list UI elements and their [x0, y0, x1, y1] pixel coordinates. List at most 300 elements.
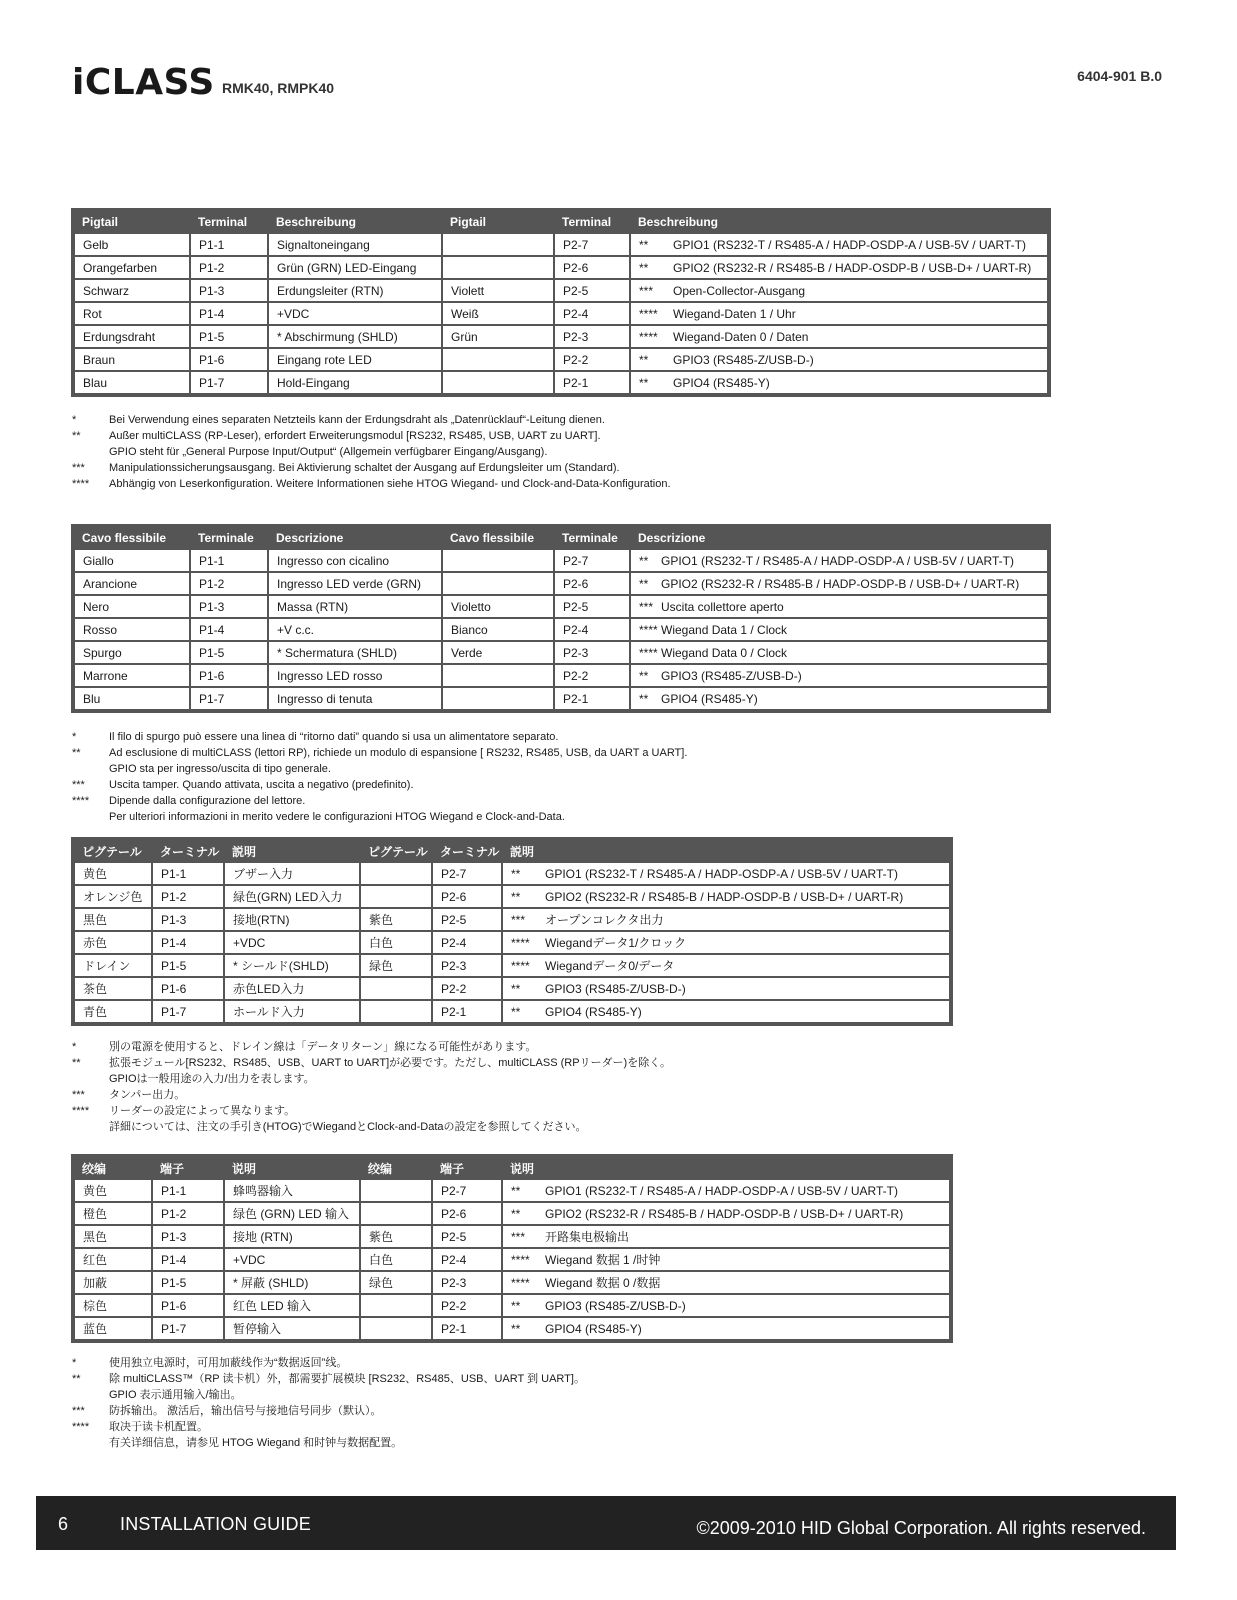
footnote-marker [72, 1387, 109, 1403]
table-cell: P2-2 [432, 977, 502, 1000]
table-cell [502, 885, 950, 908]
table-cell [442, 687, 554, 710]
table-cell: Braun [74, 348, 190, 371]
table-header-row [74, 211, 1048, 233]
footnote-marker: ** [511, 866, 521, 881]
table-cell [502, 1317, 950, 1340]
table-cell: Rot [74, 302, 190, 325]
footnote-marker: ** [72, 1057, 81, 1069]
footnote-marker: **** [511, 959, 530, 973]
footnote [72, 1039, 671, 1055]
table-cell: Signaltoneingang [268, 233, 442, 256]
footnote-marker: *** [639, 283, 654, 298]
wiring-table-japanese [71, 837, 953, 1026]
table-cell: * シールド(SHLD) [224, 954, 360, 977]
table-cell: Orangefarben [74, 256, 190, 279]
table-cell: * Schermatura (SHLD) [268, 641, 442, 664]
table-cell: 接地(RTN) [224, 908, 360, 931]
table-row [74, 664, 1048, 687]
footnote-marker: *** [511, 1230, 526, 1244]
column-header: Descrizione [276, 531, 344, 545]
table-cell: 红色 [74, 1248, 152, 1271]
page-footer [36, 1496, 1176, 1550]
footnote-marker: ** [639, 691, 649, 706]
footnote [72, 460, 671, 476]
table-cell-text: GPIO3 (RS485-Z/USB-D-) [545, 1298, 686, 1313]
footnote-marker: ** [639, 375, 649, 390]
footnote-marker: **** [639, 329, 658, 344]
table-cell: Gelb [74, 233, 190, 256]
table-cell [630, 302, 1048, 325]
table-cell: P1-6 [190, 664, 268, 687]
column-header: Terminale [198, 531, 254, 545]
table-cell-text: GPIO2 (RS232-R / RS485-B / HADP-OSDP-B / USB-D+ / UART-R) [545, 889, 904, 904]
table-cell [360, 1179, 432, 1202]
table-row [74, 1294, 950, 1317]
table-cell: Eingang rote LED [268, 348, 442, 371]
table-cell: P2-3 [554, 325, 630, 348]
table-cell: Violett [442, 279, 554, 302]
footnote-marker: ** [639, 668, 649, 683]
table-row [74, 279, 1048, 302]
table-cell: P2-6 [554, 572, 630, 595]
table-cell: P2-2 [554, 348, 630, 371]
footnote-marker: *** [72, 779, 85, 791]
table-header-row [74, 527, 1048, 549]
table-row [74, 687, 1048, 710]
table-row [74, 302, 1048, 325]
footnote-marker: * [72, 414, 77, 426]
table-cell [502, 977, 950, 1000]
footnote-marker: *** [639, 599, 654, 614]
footnotes-italian [72, 729, 687, 825]
column-header: ターミナル [440, 844, 500, 859]
table-cell: 赤色 [74, 931, 152, 954]
iclass-logo: iCLASS [72, 62, 215, 103]
footer-copyright: ©2009-2010 HID Global Corporation. All rights reserved. [696, 1518, 1146, 1538]
table-cell [502, 1248, 950, 1271]
table-cell [502, 954, 950, 977]
table-cell-text: Uscita collettore aperto [661, 599, 784, 614]
table-cell: 黄色 [74, 862, 152, 885]
table-cell: P2-1 [432, 1000, 502, 1023]
footnote-marker [72, 444, 109, 460]
table-cell: P1-1 [152, 1179, 224, 1202]
table-cell: P1-3 [152, 1225, 224, 1248]
document-number: 6404-901 B.0 [1077, 68, 1162, 84]
table-row [74, 348, 1048, 371]
table-cell: P2-6 [432, 885, 502, 908]
footnote-text: Bei Verwendung eines separaten Netzteils kann der Erdungsdraht als „Datenrücklauf“-Leitung dienen. [109, 414, 605, 426]
table-cell: P2-1 [432, 1317, 502, 1340]
footnote-marker: ** [639, 553, 649, 568]
table-cell: P1-5 [190, 325, 268, 348]
table-row [74, 1179, 950, 1202]
footnote-text: Il filo di spurgo può essere una linea di “ritorno dati” quando si usa un alimentatore separato. [109, 731, 559, 743]
table-header-row [74, 840, 950, 862]
footnote [72, 1119, 671, 1135]
table-cell: P1-5 [152, 954, 224, 977]
footnote-text: 別の電源を使用すると、ドレイン線は「データリターン」線になる可能性があります。 [109, 1041, 537, 1053]
footnote [72, 1403, 585, 1419]
table-cell-text: Wiegand-Daten 1 / Uhr [673, 306, 796, 321]
table-cell: P1-7 [190, 687, 268, 710]
table-cell-text: GPIO1 (RS232-T / RS485-A / HADP-OSDP-A / USB-5V / UART-T) [673, 237, 1026, 252]
footnote-marker: **** [511, 936, 530, 950]
table-row [74, 862, 950, 885]
table-cell-text: Open-Collector-Ausgang [673, 283, 806, 298]
footnote-text: 防拆输出。 激活后，输出信号与接地信号同步（默认）。 [109, 1405, 382, 1417]
model-numbers: RMK40, RMPK40 [222, 80, 335, 96]
wiring-table-italian [71, 524, 1051, 713]
table-cell: +VDC [268, 302, 442, 325]
table-cell: 青色 [74, 1000, 152, 1023]
footnote-marker: ** [511, 1004, 521, 1019]
table-cell: P1-4 [152, 931, 224, 954]
table-cell: 黑色 [74, 1225, 152, 1248]
table-cell [502, 1179, 950, 1202]
footnote-text: GPIO steht für „General Purpose Input/Output“ (Allgemein verfügbarer Eingang/Ausgang). [109, 446, 548, 458]
table-row [74, 1317, 950, 1340]
table-cell: 紫色 [360, 1225, 432, 1248]
table-cell: P1-1 [190, 233, 268, 256]
table-cell: P1-2 [190, 256, 268, 279]
table-cell: Giallo [74, 549, 190, 572]
footnote-text: Uscita tamper. Quando attivata, uscita a negativo (predefinito). [109, 779, 414, 791]
table-cell: 红色 LED 输入 [224, 1294, 360, 1317]
table-cell: P1-3 [190, 279, 268, 302]
footnote [72, 1435, 585, 1451]
table-cell: P2-4 [554, 618, 630, 641]
table-cell: P2-4 [432, 1248, 502, 1271]
table-row [74, 1225, 950, 1248]
footnote-text: 除 multiCLASS™（RP 读卡机）外，都需要扩展模块 [RS232、RS485、USB、UART 到 UART]。 [109, 1373, 585, 1385]
table-cell: 棕色 [74, 1294, 152, 1317]
table-row [74, 954, 950, 977]
footnotes-german [72, 412, 671, 492]
table-cell: 绿色 [360, 1271, 432, 1294]
footnote [72, 476, 671, 492]
footnote-marker: ** [511, 1321, 521, 1336]
table-cell: Blau [74, 371, 190, 394]
table-cell: 紫色 [360, 908, 432, 931]
footnote-text: GPIO 表示通用输入/输出。 [109, 1389, 242, 1401]
footer-guide-title: INSTALLATION GUIDE [120, 1514, 311, 1534]
table-cell [502, 1225, 950, 1248]
table-row [74, 1202, 950, 1225]
table-cell: P1-3 [190, 595, 268, 618]
table-cell-text: GPIO3 (RS485-Z/USB-D-) [673, 352, 814, 367]
footnote-text: Manipulationssicherungsausgang. Bei Aktivierung schaltet der Ausgang auf Erdungsleiter um (Standard). [109, 462, 620, 474]
footnote [72, 412, 671, 428]
footnote-marker: **** [72, 1421, 90, 1433]
column-header: 说明 [510, 1161, 535, 1176]
table-cell-text: GPIO3 (RS485-Z/USB-D-) [545, 981, 686, 996]
table-cell: Arancione [74, 572, 190, 595]
footnote-marker: * [72, 1357, 77, 1369]
table-cell: ホールド入力 [224, 1000, 360, 1023]
table-row [74, 641, 1048, 664]
table-cell [360, 1000, 432, 1023]
table-cell-text: GPIO2 (RS232-R / RS485-B / HADP-OSDP-B / USB-D+ / UART-R) [545, 1206, 904, 1221]
footnote-marker: **** [639, 645, 658, 660]
table-cell-text: GPIO4 (RS485-Y) [673, 375, 770, 390]
table-cell [360, 885, 432, 908]
table-cell: P2-7 [432, 862, 502, 885]
table-cell: P1-6 [152, 977, 224, 1000]
table-cell [630, 279, 1048, 302]
footnote-marker [72, 1435, 109, 1451]
table-cell [442, 549, 554, 572]
footnote-marker: ** [511, 889, 521, 904]
table-cell [442, 664, 554, 687]
table-cell-text: GPIO1 (RS232-T / RS485-A / HADP-OSDP-A / USB-5V / UART-T) [661, 553, 1014, 568]
table-row [74, 233, 1048, 256]
wiring-table-chinese [71, 1154, 953, 1343]
footnote-marker: **** [72, 795, 90, 807]
table-row [74, 1271, 950, 1294]
table-row [74, 572, 1048, 595]
table-cell [502, 862, 950, 885]
footnote-marker: * [72, 1041, 77, 1053]
table-cell-text: 开路集电极输出 [545, 1230, 630, 1244]
footnote-text: タンパー出力。 [109, 1089, 186, 1101]
table-cell: P1-1 [152, 862, 224, 885]
column-header: Terminal [562, 215, 612, 229]
table-cell: P1-2 [190, 572, 268, 595]
table-row [74, 549, 1048, 572]
footnote [72, 1071, 671, 1087]
table-cell: P1-4 [190, 302, 268, 325]
footnote-text: 拡張モジュール[RS232、RS485、USB、UART to UART]が必要です。ただし、multiCLASS (RPリーダー)を除く。 [109, 1057, 671, 1069]
footnote-text: 詳細については、注文の手引き(HTOG)でWiegandとClock-and-Dataの設定を参照してください。 [109, 1121, 587, 1133]
table-cell [630, 618, 1048, 641]
table-cell: ブザー入力 [224, 862, 360, 885]
footnote-marker: *** [72, 1089, 85, 1101]
table-cell [630, 371, 1048, 394]
footnote-marker: ** [72, 747, 81, 759]
table-cell: P1-6 [190, 348, 268, 371]
footnote-text: Abhängig von Leserkonfiguration. Weitere Informationen siehe HTOG Wiegand- und Clock-and-Data-Konfiguration. [109, 478, 671, 490]
table-cell: Spurgo [74, 641, 190, 664]
table-row [74, 1248, 950, 1271]
table-cell: P2-4 [432, 931, 502, 954]
table-cell: Hold-Eingang [268, 371, 442, 394]
table-cell [502, 931, 950, 954]
footnote [72, 777, 687, 793]
table-cell [442, 256, 554, 279]
table-cell: Rosso [74, 618, 190, 641]
table-cell: P2-3 [432, 1271, 502, 1294]
table-cell [502, 1000, 950, 1023]
column-header: 端子 [440, 1161, 465, 1176]
table-cell: P2-3 [432, 954, 502, 977]
table-cell: Erdungsdraht [74, 325, 190, 348]
table-cell [360, 1317, 432, 1340]
column-header: 绞编 [368, 1161, 393, 1176]
table-cell: P1-4 [152, 1248, 224, 1271]
column-header: 端子 [160, 1161, 185, 1176]
column-header: Cavo flessibile [450, 531, 535, 545]
table-cell: P1-2 [152, 1202, 224, 1225]
table-cell: P2-1 [554, 371, 630, 394]
table-row [74, 977, 950, 1000]
footnotes-japanese [72, 1039, 671, 1135]
table-cell-text: Wiegandデータ1/クロック [545, 936, 687, 950]
table-cell: 绿色 (GRN) LED 输入 [224, 1202, 360, 1225]
table-cell [630, 687, 1048, 710]
table-cell: P1-4 [190, 618, 268, 641]
table-cell: P1-7 [190, 371, 268, 394]
table-cell: P1-7 [152, 1000, 224, 1023]
table-cell-text: Wiegand Data 0 / Clock [661, 645, 788, 660]
table-cell: P1-5 [152, 1271, 224, 1294]
column-header: Cavo flessibile [82, 531, 167, 545]
table-cell-text: Wiegand 数据 1 /时钟 [545, 1253, 661, 1267]
footnote [72, 1055, 671, 1071]
table-cell: P2-1 [554, 687, 630, 710]
table-cell-text: Wiegandデータ0/データ [545, 959, 675, 973]
table-cell: Nero [74, 595, 190, 618]
footnote-text: GPIOは一般用途の入力/出力を表します。 [109, 1073, 315, 1085]
footnote-marker: *** [72, 462, 85, 474]
footnote [72, 428, 671, 444]
table-cell-text: オープンコレクタ出力 [545, 913, 664, 927]
table-cell-text: Wiegand-Daten 0 / Daten [673, 329, 809, 344]
table-cell: P2-6 [554, 256, 630, 279]
page-header [72, 62, 1162, 112]
table-cell: Ingresso con cicalino [268, 549, 442, 572]
table-cell [630, 549, 1048, 572]
footnote-text: Außer multiCLASS (RP-Leser), erfordert Erweiterungsmodul [RS232, RS485, USB, UART zu UART]. [109, 430, 601, 442]
table-row [74, 618, 1048, 641]
table-cell: 蓝色 [74, 1317, 152, 1340]
table-cell: P1-3 [152, 908, 224, 931]
table-cell [630, 572, 1048, 595]
footnote [72, 1419, 585, 1435]
footnote-text: 使用独立电源时，可用加蔽线作为“数据返回”线。 [109, 1357, 348, 1369]
column-header: Terminale [562, 531, 618, 545]
table-cell [442, 233, 554, 256]
table-cell: 赤色LED入力 [224, 977, 360, 1000]
table-cell-text: GPIO2 (RS232-R / RS485-B / HADP-OSDP-B / USB-D+ / UART-R) [673, 260, 1032, 275]
table-cell-text: GPIO1 (RS232-T / RS485-A / HADP-OSDP-A / USB-5V / UART-T) [545, 1183, 898, 1198]
table-cell: P1-7 [152, 1317, 224, 1340]
table-cell-text: GPIO4 (RS485-Y) [545, 1321, 642, 1336]
table-cell: 白色 [360, 1248, 432, 1271]
footnote-text: GPIO sta per ingresso/uscita di tipo generale. [109, 763, 331, 775]
table-cell: P2-3 [554, 641, 630, 664]
table-cell: P1-1 [190, 549, 268, 572]
footnote [72, 1387, 585, 1403]
table-cell [630, 595, 1048, 618]
table-cell [360, 1294, 432, 1317]
table-cell [502, 1271, 950, 1294]
table-cell-text: GPIO4 (RS485-Y) [545, 1004, 642, 1019]
table-cell: P2-2 [432, 1294, 502, 1317]
footnote-text: Ad esclusione di multiCLASS (lettori RP), richiede un modulo di espansione [ RS232, RS485, USB, da UART a UART]. [109, 747, 688, 759]
table-cell: 暂停输入 [224, 1317, 360, 1340]
footnote [72, 809, 687, 825]
table-cell: 白色 [360, 931, 432, 954]
footnote-marker [72, 1119, 109, 1135]
wiring-table-german [71, 208, 1051, 397]
column-header: 説明 [510, 844, 535, 859]
table-cell: 加蔽 [74, 1271, 152, 1294]
table-cell: Ingresso di tenuta [268, 687, 442, 710]
column-header: 绞编 [82, 1161, 107, 1176]
table-cell-text: Wiegand 数据 0 /数据 [545, 1276, 661, 1290]
footnote [72, 1103, 671, 1119]
column-header: Beschreibung [638, 215, 719, 229]
table-row [74, 885, 950, 908]
table-cell: Violetto [442, 595, 554, 618]
table-cell: Weiß [442, 302, 554, 325]
table-cell [630, 233, 1048, 256]
footnote-marker: ** [511, 1298, 521, 1313]
footnote-marker: ** [511, 1183, 521, 1198]
footnote [72, 761, 687, 777]
footnote-marker: ** [639, 260, 649, 275]
table-cell [630, 664, 1048, 687]
table-cell: P1-6 [152, 1294, 224, 1317]
column-header: ピグテール [368, 844, 428, 859]
footnote-marker [72, 809, 109, 825]
column-header: Descrizione [638, 531, 706, 545]
footnote-marker [72, 1071, 109, 1087]
table-cell: 橙色 [74, 1202, 152, 1225]
footnote-marker: ** [72, 1373, 81, 1385]
table-cell-text: GPIO2 (RS232-R / RS485-B / HADP-OSDP-B / USB-D+ / UART-R) [661, 576, 1020, 591]
footnote [72, 793, 687, 809]
table-cell [502, 908, 950, 931]
table-cell-text: Wiegand Data 1 / Clock [661, 622, 788, 637]
table-cell: P1-2 [152, 885, 224, 908]
table-cell: P2-7 [432, 1179, 502, 1202]
footnote-text: 有关详细信息，请参见 HTOG Wiegand 和时钟与数据配置。 [109, 1437, 403, 1449]
table-cell: P2-7 [554, 233, 630, 256]
footnote [72, 444, 671, 460]
table-cell: P2-5 [432, 908, 502, 931]
column-header: Pigtail [82, 215, 119, 229]
footnote [72, 1087, 671, 1103]
table-cell [360, 977, 432, 1000]
footnote-marker: ** [639, 237, 649, 252]
table-cell [630, 256, 1048, 279]
footnote-marker: **** [511, 1253, 530, 1267]
footnote-marker [72, 761, 109, 777]
table-row [74, 256, 1048, 279]
footnote-marker: * [72, 731, 77, 743]
table-cell: P2-6 [432, 1202, 502, 1225]
table-row [74, 325, 1048, 348]
table-cell: P2-2 [554, 664, 630, 687]
table-row [74, 908, 950, 931]
table-cell: * 屏蔽 (SHLD) [224, 1271, 360, 1294]
table-cell: Verde [442, 641, 554, 664]
table-cell-text: GPIO1 (RS232-T / RS485-A / HADP-OSDP-A / USB-5V / UART-T) [545, 866, 898, 881]
footnote [72, 745, 687, 761]
table-cell [630, 641, 1048, 664]
footnote-marker: ** [511, 981, 521, 996]
table-cell: +V c.c. [268, 618, 442, 641]
table-cell: Erdungsleiter (RTN) [268, 279, 442, 302]
table-row [74, 931, 950, 954]
table-header-row [74, 1157, 950, 1179]
footnote-marker: **** [639, 306, 658, 321]
table-cell: 茶色 [74, 977, 152, 1000]
table-cell: Bianco [442, 618, 554, 641]
